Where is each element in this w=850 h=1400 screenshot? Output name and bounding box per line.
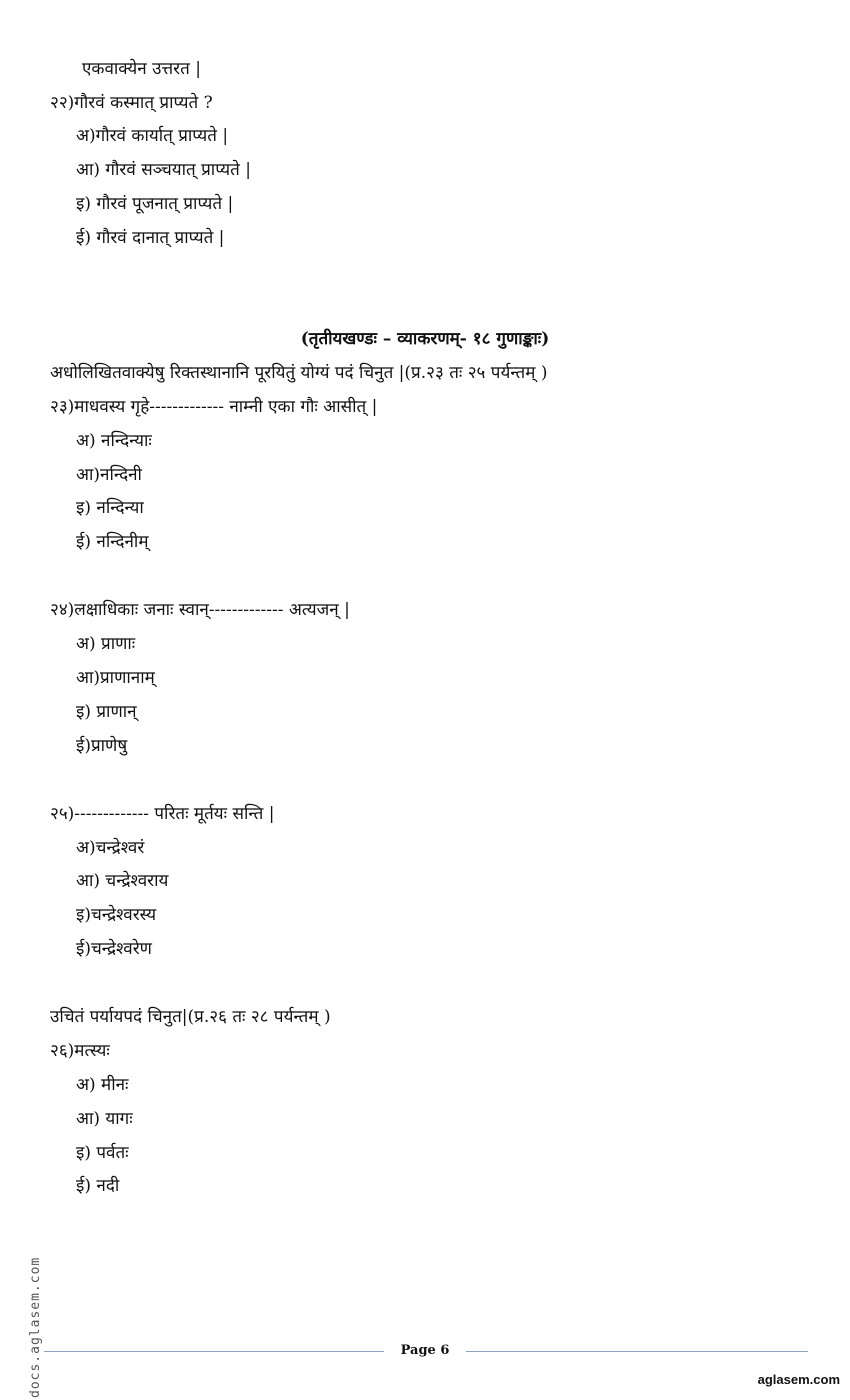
question-22: २२)गौरवं कस्मात् प्राप्यते ? (50, 93, 213, 113)
question-23: २३)माधवस्य गृहे------------- नाम्नी एका गौः आसीत् | (50, 397, 378, 417)
q23-option-aa: आ)नन्दिनी (76, 465, 142, 485)
q22-option-ii: ई) गौरवं दानात् प्राप्यते | (76, 228, 225, 248)
q25-option-a: अ)चन्द्रेश्वरं (76, 838, 145, 858)
footer-rule-right (466, 1351, 808, 1352)
brand-logo-text: aglasem.com (757, 1372, 840, 1387)
q26-option-ii: ई) नदी (76, 1176, 120, 1196)
question-26: २६)मत्स्यः (50, 1041, 110, 1061)
q26-option-a: अ) मीनः (76, 1075, 129, 1095)
side-watermark: docs.aglasem.com (28, 1256, 43, 1398)
q24-option-a: अ) प्राणाः (76, 634, 136, 654)
section-3-heading: (तृतीयखण्डः – व्याकरणम्- १८ गुणाङ्काः) (300, 329, 550, 349)
footer-rule-left (44, 1351, 384, 1352)
q24-option-i: इ) प्राणान् (76, 702, 137, 722)
q25-option-ii: ई)चन्द्रेश्वरेण (76, 939, 152, 959)
q25-option-i: इ)चन्द्रेश्वरस्य (76, 905, 157, 925)
q24-option-ii: ई)प्राणेषु (76, 736, 128, 756)
q22-option-a: अ)गौरवं कार्यात् प्राप्यते | (76, 126, 229, 146)
q23-option-ii: ई) नन्दिनीम् (76, 532, 149, 552)
q22-option-aa: आ) गौरवं सञ्चयात् प्राप्यते | (76, 160, 251, 180)
section-3-instruction-fill-blanks: अधोलिखितवाक्येषु रिक्तस्थानानि पूरयितुं योग्यं पदं चिनुत |(प्र.२३ तः २५ पर्यन्तम् ) (50, 363, 548, 383)
q22-option-i: इ) गौरवं पूजनात् प्राप्यते | (76, 194, 234, 214)
q26-option-i: इ) पर्वतः (76, 1143, 129, 1163)
synonym-instruction: उचितं पर्यायपदं चिनुत|(प्र.२६ तः २८ पर्यन्तम् ) (50, 1007, 331, 1027)
q26-option-aa: आ) यागः (76, 1109, 133, 1129)
q25-option-aa: आ) चन्द्रेश्वराय (76, 871, 169, 891)
question-24: २४)लक्षाधिकाः जनाः स्वान्------------- अत्यजन् | (50, 600, 350, 620)
q23-option-i: इ) नन्दिन्या (76, 498, 144, 518)
intro-instruction: एकवाक्येन उत्तरत | (82, 59, 201, 79)
q23-option-a: अ) नन्दिन्याः (76, 431, 152, 451)
page-number: Page 6 (400, 1343, 450, 1358)
question-25: २५)------------- परितः मूर्तयः सन्ति | (50, 804, 275, 824)
q24-option-aa: आ)प्राणानाम् (76, 668, 155, 688)
